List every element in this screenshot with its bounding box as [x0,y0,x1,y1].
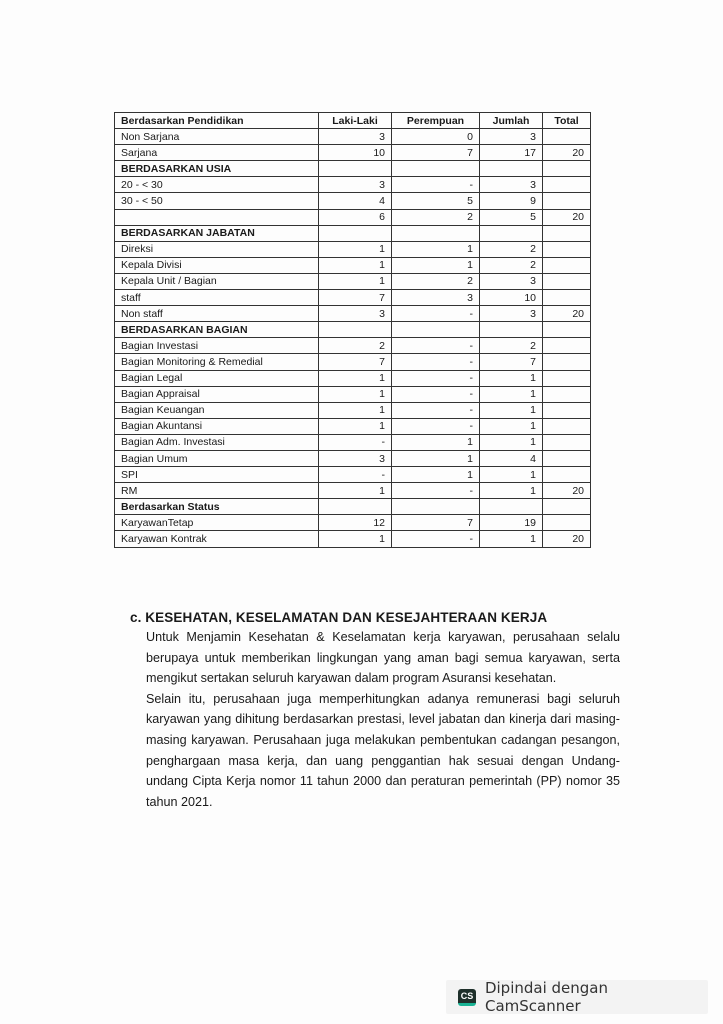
laki-laki-cell: 3 [319,129,392,145]
perempuan-cell: 2 [392,273,480,289]
jumlah-cell: 9 [480,193,543,209]
perempuan-cell: 1 [392,450,480,466]
perempuan-cell: 1 [392,257,480,273]
table-row [115,515,591,531]
total-cell: 20 [543,209,591,225]
row-label: Bagian Investasi [115,338,319,354]
row-label: Bagian Akuntansi [115,418,319,434]
perempuan-cell [392,322,480,338]
section-row [115,161,591,177]
total-cell [543,161,591,177]
jumlah-cell: 3 [480,129,543,145]
perempuan-cell [392,161,480,177]
row-label: Karyawan Kontrak [115,531,319,547]
total-cell: 20 [543,145,591,161]
table-row [115,209,591,225]
laki-laki-cell: 1 [319,241,392,257]
jumlah-cell [480,225,543,241]
table-row [115,418,591,434]
jumlah-cell: 1 [480,467,543,483]
perempuan-cell: - [392,354,480,370]
perempuan-cell: 0 [392,129,480,145]
jumlah-cell: 3 [480,273,543,289]
perempuan-cell: - [392,177,480,193]
laki-laki-cell: 3 [319,306,392,322]
row-label: RM [115,483,319,499]
total-cell [543,402,591,418]
total-cell: 20 [543,306,591,322]
header-total: Total [543,113,591,129]
jumlah-cell: 19 [480,515,543,531]
total-cell [543,193,591,209]
table-row [115,338,591,354]
laki-laki-cell: - [319,467,392,483]
laki-laki-cell: 1 [319,418,392,434]
table-row [115,434,591,450]
perempuan-cell: 2 [392,209,480,225]
jumlah-cell: 17 [480,145,543,161]
laki-laki-cell: 6 [319,209,392,225]
total-cell [543,386,591,402]
table-row [115,177,591,193]
table-row [115,354,591,370]
perempuan-cell [392,225,480,241]
jumlah-cell: 3 [480,306,543,322]
row-label: Bagian Keuangan [115,402,319,418]
paragraph-1: Untuk Menjamin Kesehatan & Keselamatan kerja karyawan, perusahaan selalu berupaya untuk memberikan lingkungan yang aman bagi semua karyawan, serta mengikut sertakan seluruh karyawan dalam program Asuransi kesehatan. [146,630,620,686]
laki-laki-cell: 10 [319,145,392,161]
row-label: 30 - < 50 [115,193,319,209]
jumlah-cell: 3 [480,177,543,193]
table-row [115,483,591,499]
section-row [115,225,591,241]
laki-laki-cell [319,499,392,515]
perempuan-cell: - [392,483,480,499]
laki-laki-cell: 1 [319,531,392,547]
table-row [115,145,591,161]
total-cell [543,434,591,450]
section-heading: c. KESEHATAN, KESELAMATAN DAN KESEJAHTERAAN KERJA [130,610,548,625]
row-label: staff [115,290,319,306]
total-cell [543,450,591,466]
row-label: Bagian Legal [115,370,319,386]
row-label: BERDASARKAN USIA [115,161,319,177]
row-label: Bagian Umum [115,450,319,466]
camscanner-icon: CS [458,989,476,1006]
perempuan-cell: 7 [392,515,480,531]
table-row [115,467,591,483]
laki-laki-cell: 3 [319,177,392,193]
row-label: BERDASARKAN JABATAN [115,225,319,241]
table-row [115,193,591,209]
row-label: 20 - < 30 [115,177,319,193]
jumlah-cell: 1 [480,418,543,434]
jumlah-cell [480,499,543,515]
total-cell [543,225,591,241]
jumlah-cell: 2 [480,257,543,273]
table-row [115,290,591,306]
laki-laki-cell: 1 [319,370,392,386]
watermark-text: Dipindai dengan CamScanner [484,979,609,1015]
total-cell [543,273,591,289]
total-cell [543,322,591,338]
row-label [115,209,319,225]
table-row [115,241,591,257]
perempuan-cell: - [392,306,480,322]
jumlah-cell: 7 [480,354,543,370]
jumlah-cell: 1 [480,531,543,547]
jumlah-cell: 5 [480,209,543,225]
perempuan-cell: 7 [392,145,480,161]
laki-laki-cell: 1 [319,483,392,499]
laki-laki-cell: 2 [319,338,392,354]
row-label: SPI [115,467,319,483]
header-laki-laki: Laki-Laki [319,113,392,129]
jumlah-cell: 1 [480,434,543,450]
jumlah-cell: 10 [480,290,543,306]
total-cell [543,241,591,257]
header-perempuan: Perempuan [392,113,480,129]
table-row [115,306,591,322]
laki-laki-cell: 1 [319,257,392,273]
row-label: BERDASARKAN BAGIAN [115,322,319,338]
jumlah-cell: 4 [480,450,543,466]
total-cell: 20 [543,531,591,547]
section-row [115,322,591,338]
laki-laki-cell [319,225,392,241]
jumlah-cell: 1 [480,386,543,402]
laki-laki-cell [319,322,392,338]
perempuan-cell: - [392,402,480,418]
laki-laki-cell: 7 [319,354,392,370]
laki-laki-cell: 1 [319,386,392,402]
perempuan-cell: 3 [392,290,480,306]
row-label: Non staff [115,306,319,322]
total-cell [543,515,591,531]
row-label: Direksi [115,241,319,257]
laki-laki-cell: - [319,434,392,450]
perempuan-cell: - [392,531,480,547]
perempuan-cell: - [392,386,480,402]
jumlah-cell [480,161,543,177]
table-row [115,531,591,547]
jumlah-cell: 2 [480,338,543,354]
laki-laki-cell: 7 [319,290,392,306]
table-row [115,402,591,418]
jumlah-cell: 1 [480,402,543,418]
total-cell [543,257,591,273]
header-jumlah: Jumlah [480,113,543,129]
perempuan-cell: 1 [392,434,480,450]
row-label: Bagian Appraisal [115,386,319,402]
jumlah-cell [480,322,543,338]
section-row [115,499,591,515]
row-label: Kepala Unit / Bagian [115,273,319,289]
total-cell [543,354,591,370]
perempuan-cell [392,499,480,515]
total-cell: 20 [543,483,591,499]
total-cell [543,370,591,386]
table-row [115,386,591,402]
laki-laki-cell: 1 [319,402,392,418]
perempuan-cell: - [392,418,480,434]
total-cell [543,290,591,306]
total-cell [543,467,591,483]
jumlah-cell: 1 [480,370,543,386]
camscanner-watermark [446,980,708,1014]
row-label: Non Sarjana [115,129,319,145]
laki-laki-cell: 12 [319,515,392,531]
perempuan-cell: 1 [392,241,480,257]
table-row [115,450,591,466]
row-label: Kepala Divisi [115,257,319,273]
paragraph-2: Selain itu, perusahaan juga memperhitungkan adanya remunerasi bagi seluruh karyawan yang dihitung berdasarkan prestasi, level jabatan dan kinerja dari masing-masing karyawan. Perusahaan juga melakukan pembentukan cadangan pesangon, penghargaan masa kerja, dan uang penggantian hak sesuai dengan Undang-undang Cipta Kerja nomor 11 tahun 2000 dan peraturan pemerintah (PP) nomor 35 tahun 2021. [146,691,620,809]
laki-laki-cell: 4 [319,193,392,209]
laki-laki-cell [319,161,392,177]
jumlah-cell: 1 [480,483,543,499]
row-label: Berdasarkan Status [115,499,319,515]
perempuan-cell: 1 [392,467,480,483]
table-row [115,129,591,145]
total-cell [543,499,591,515]
table-row [115,370,591,386]
row-label: Sarjana [115,145,319,161]
perempuan-cell: - [392,338,480,354]
employee-composition-table [114,112,591,548]
laki-laki-cell: 3 [319,450,392,466]
total-cell [543,177,591,193]
table-row [115,257,591,273]
section-c [130,610,620,812]
row-label: Bagian Adm. Investasi [115,434,319,450]
laki-laki-cell: 1 [319,273,392,289]
total-cell [543,129,591,145]
total-cell [543,418,591,434]
header-category: Berdasarkan Pendidikan [115,113,319,129]
perempuan-cell: 5 [392,193,480,209]
table-row [115,273,591,289]
row-label: Bagian Monitoring & Remedial [115,354,319,370]
table-header-row [115,113,591,129]
total-cell [543,338,591,354]
perempuan-cell: - [392,370,480,386]
jumlah-cell: 2 [480,241,543,257]
row-label: KaryawanTetap [115,515,319,531]
